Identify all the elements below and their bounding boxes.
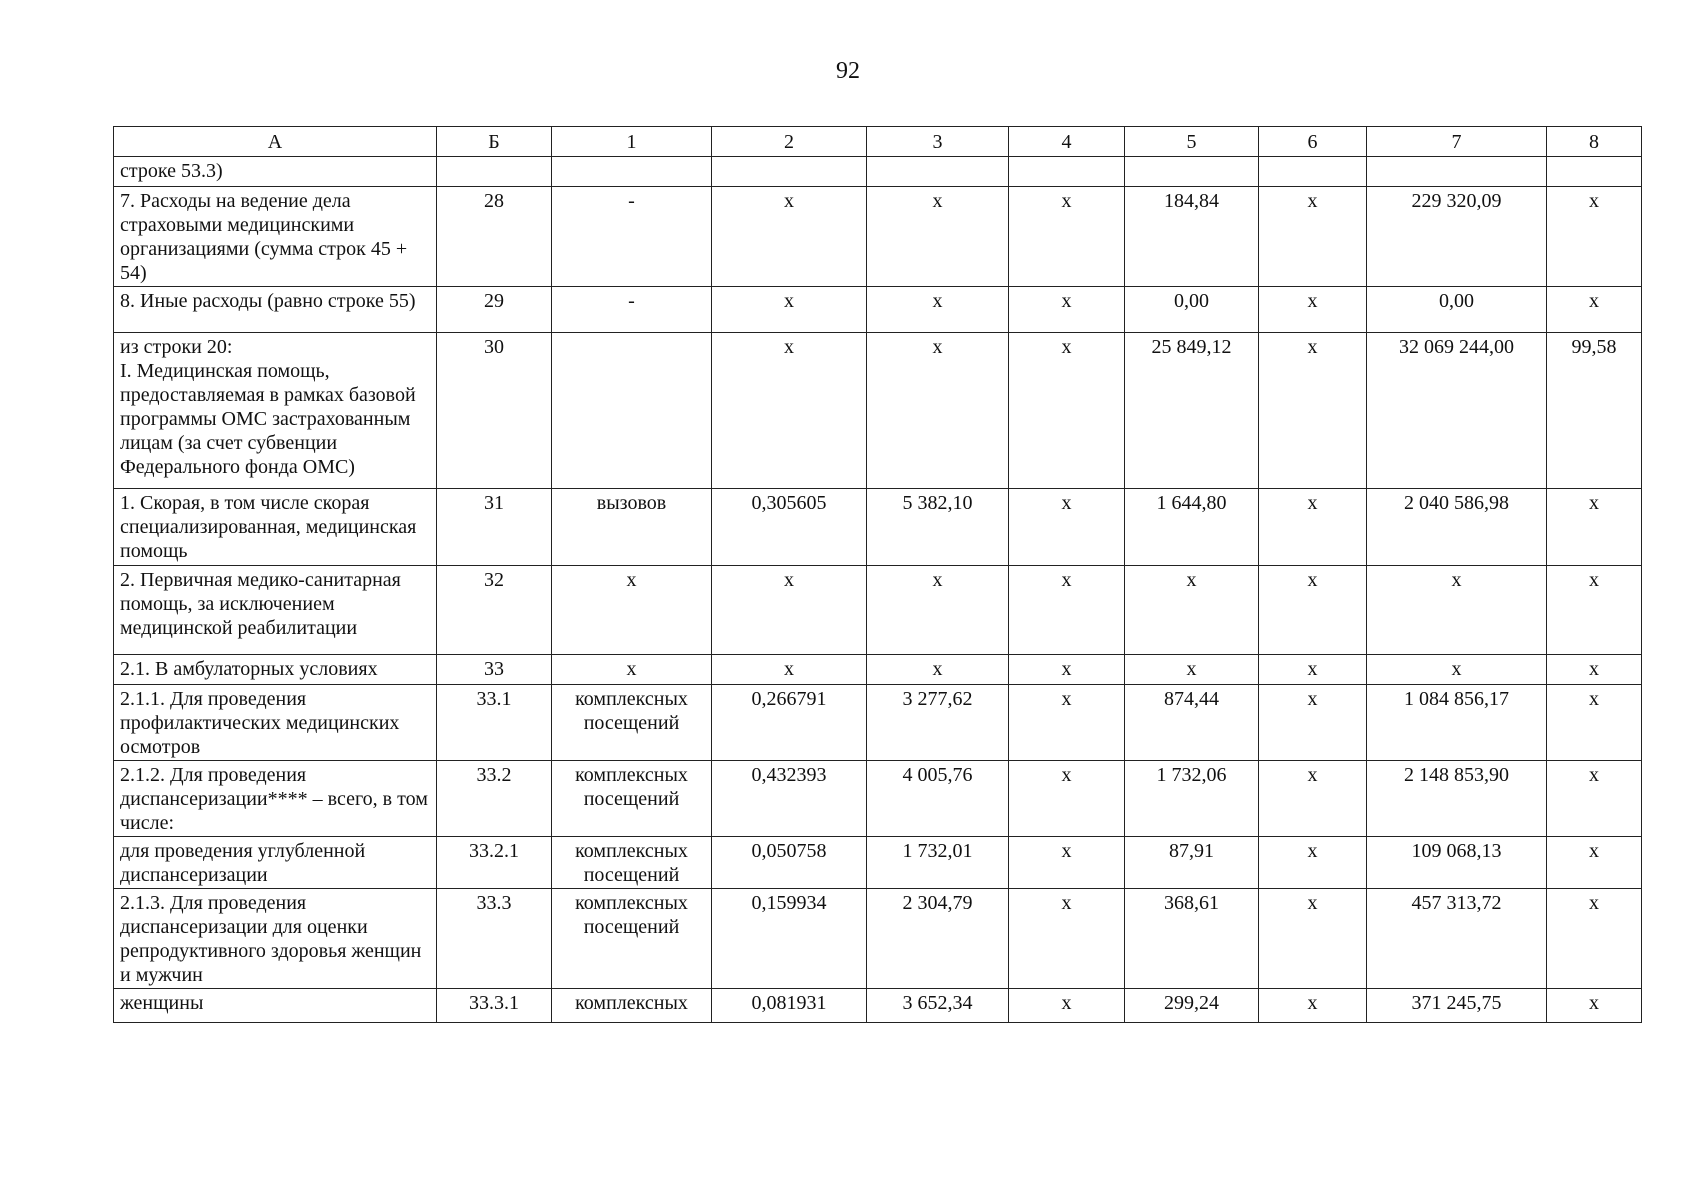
table-cell: 33.2.1 bbox=[437, 837, 552, 889]
table-cell: х bbox=[1259, 333, 1367, 489]
table-cell: х bbox=[1547, 889, 1642, 989]
row-label-cell: 2.1.3. Для проведения диспансеризации для оценки репродуктивного здоровья женщин и мужчин bbox=[114, 889, 437, 989]
table-cell: х bbox=[867, 566, 1009, 655]
table-row bbox=[114, 761, 1642, 837]
header-cell: 8 bbox=[1547, 127, 1642, 157]
table-cell: 229 320,09 bbox=[1367, 187, 1547, 287]
table-cell: 0,432393 bbox=[712, 761, 867, 837]
table-cell bbox=[712, 157, 867, 187]
row-label-cell: из строки 20: I. Медицинская помощь, предоставляемая в рамках базовой программы ОМС застрахованным лицам (за счет субвенции Федерального фонда ОМС) bbox=[114, 333, 437, 489]
table-row bbox=[114, 287, 1642, 333]
table-cell: 29 bbox=[437, 287, 552, 333]
row-label-cell: женщины bbox=[114, 989, 437, 1023]
table-cell bbox=[1125, 157, 1259, 187]
table-cell: 25 849,12 bbox=[1125, 333, 1259, 489]
table-cell: - bbox=[552, 287, 712, 333]
table-cell: 33.3 bbox=[437, 889, 552, 989]
table-cell: х bbox=[1367, 655, 1547, 685]
table-cell: 0,081931 bbox=[712, 989, 867, 1023]
table-cell: 28 bbox=[437, 187, 552, 287]
header-cell: Б bbox=[437, 127, 552, 157]
table-cell: 5 382,10 bbox=[867, 489, 1009, 566]
table-cell: 109 068,13 bbox=[1367, 837, 1547, 889]
table-cell: 30 bbox=[437, 333, 552, 489]
table-cell: х bbox=[1125, 566, 1259, 655]
table-cell: х bbox=[1009, 889, 1125, 989]
table-row bbox=[114, 889, 1642, 989]
table-cell: 184,84 bbox=[1125, 187, 1259, 287]
table-cell: х bbox=[712, 287, 867, 333]
table-cell bbox=[1009, 157, 1125, 187]
header-cell: 5 bbox=[1125, 127, 1259, 157]
table-row bbox=[114, 333, 1642, 489]
table-cell: 0,00 bbox=[1367, 287, 1547, 333]
table-cell bbox=[1367, 157, 1547, 187]
table-cell: комплексных посещений bbox=[552, 889, 712, 989]
table-cell: 1 732,01 bbox=[867, 837, 1009, 889]
table-cell: 1 732,06 bbox=[1125, 761, 1259, 837]
table-cell: 1 084 856,17 bbox=[1367, 685, 1547, 761]
table-cell: х bbox=[1547, 761, 1642, 837]
table-cell: 2 304,79 bbox=[867, 889, 1009, 989]
table-cell: комплексных посещений bbox=[552, 761, 712, 837]
table-cell: 0,00 bbox=[1125, 287, 1259, 333]
table-cell: х bbox=[712, 566, 867, 655]
header-cell: 4 bbox=[1009, 127, 1125, 157]
header-cell: 3 bbox=[867, 127, 1009, 157]
row-label-cell: строке 53.3) bbox=[114, 157, 437, 187]
table-cell: х bbox=[1009, 566, 1125, 655]
row-label-cell: 2.1.1. Для проведения профилактических медицинских осмотров bbox=[114, 685, 437, 761]
table-cell: 3 652,34 bbox=[867, 989, 1009, 1023]
table-row bbox=[114, 989, 1642, 1023]
table-cell: х bbox=[1009, 489, 1125, 566]
table-cell: 33.2 bbox=[437, 761, 552, 837]
table-cell: х bbox=[1259, 889, 1367, 989]
table-cell bbox=[552, 157, 712, 187]
table-cell: 99,58 bbox=[1547, 333, 1642, 489]
table-cell: 0,050758 bbox=[712, 837, 867, 889]
table-cell: х bbox=[1009, 685, 1125, 761]
table-cell: 0,159934 bbox=[712, 889, 867, 989]
table-row bbox=[114, 157, 1642, 187]
table-cell: х bbox=[552, 655, 712, 685]
table-cell bbox=[552, 333, 712, 489]
table-row bbox=[114, 489, 1642, 566]
table-cell: х bbox=[1259, 489, 1367, 566]
header-cell: А bbox=[114, 127, 437, 157]
row-label-cell: для проведения углубленной диспансеризации bbox=[114, 837, 437, 889]
table-cell: 3 277,62 bbox=[867, 685, 1009, 761]
table-cell: х bbox=[867, 333, 1009, 489]
table-cell: х bbox=[1547, 489, 1642, 566]
table-cell: 32 069 244,00 bbox=[1367, 333, 1547, 489]
table-cell: 457 313,72 bbox=[1367, 889, 1547, 989]
table-cell: 368,61 bbox=[1125, 889, 1259, 989]
table-cell: х bbox=[1547, 989, 1642, 1023]
table-cell: х bbox=[867, 287, 1009, 333]
table-cell: 299,24 bbox=[1125, 989, 1259, 1023]
table-cell: комплексных посещений bbox=[552, 837, 712, 889]
table-cell: 0,305605 bbox=[712, 489, 867, 566]
table-cell: 4 005,76 bbox=[867, 761, 1009, 837]
table-cell: - bbox=[552, 187, 712, 287]
table-cell: комплексных посещений bbox=[552, 685, 712, 761]
page-number: 92 bbox=[836, 58, 860, 84]
table-cell: 371 245,75 bbox=[1367, 989, 1547, 1023]
table-cell: х bbox=[867, 187, 1009, 287]
table-cell: х bbox=[1547, 837, 1642, 889]
table-cell: х bbox=[1259, 566, 1367, 655]
table-cell: х bbox=[1009, 989, 1125, 1023]
table-cell: 33 bbox=[437, 655, 552, 685]
row-label-cell: 7. Расходы на ведение дела страховыми медицинскими организациями (сумма строк 45 + 54) bbox=[114, 187, 437, 287]
header-cell: 6 bbox=[1259, 127, 1367, 157]
table-cell: вызовов bbox=[552, 489, 712, 566]
table-cell: 2 040 586,98 bbox=[1367, 489, 1547, 566]
data-table bbox=[113, 126, 1642, 1023]
table-cell: х bbox=[1009, 187, 1125, 287]
row-label-cell: 2.1.2. Для проведения диспансеризации**** – всего, в том числе: bbox=[114, 761, 437, 837]
table-cell: х bbox=[1259, 287, 1367, 333]
table-cell: 33.3.1 bbox=[437, 989, 552, 1023]
table-row bbox=[114, 685, 1642, 761]
table-cell: х bbox=[1367, 566, 1547, 655]
table-cell: х bbox=[1259, 837, 1367, 889]
table-cell: 33.1 bbox=[437, 685, 552, 761]
table-cell: х bbox=[712, 187, 867, 287]
table-cell bbox=[867, 157, 1009, 187]
table-cell: 87,91 bbox=[1125, 837, 1259, 889]
table-cell: х bbox=[712, 655, 867, 685]
header-cell: 1 bbox=[552, 127, 712, 157]
table-row bbox=[114, 655, 1642, 685]
table-cell: х bbox=[1547, 287, 1642, 333]
row-label-cell: 1. Скорая, в том числе скорая специализированная, медицинская помощь bbox=[114, 489, 437, 566]
row-label-cell: 8. Иные расходы (равно строке 55) bbox=[114, 287, 437, 333]
table-cell: х bbox=[1259, 685, 1367, 761]
row-label-cell: 2.1. В амбулаторных условиях bbox=[114, 655, 437, 685]
table-cell: х bbox=[1547, 685, 1642, 761]
header-cell: 2 bbox=[712, 127, 867, 157]
table-cell: х bbox=[1547, 187, 1642, 287]
table-cell: х bbox=[1259, 187, 1367, 287]
table-cell: х bbox=[712, 333, 867, 489]
table-row bbox=[114, 187, 1642, 287]
table-cell: х bbox=[1125, 655, 1259, 685]
table-cell: 32 bbox=[437, 566, 552, 655]
table-cell: 0,266791 bbox=[712, 685, 867, 761]
table-cell: х bbox=[867, 655, 1009, 685]
table-body bbox=[114, 157, 1642, 1023]
table-cell: х bbox=[1259, 989, 1367, 1023]
table-cell: х bbox=[1009, 837, 1125, 889]
table-cell: х bbox=[1547, 655, 1642, 685]
table-row bbox=[114, 566, 1642, 655]
table-cell: комплексных bbox=[552, 989, 712, 1023]
table-cell: х bbox=[1259, 655, 1367, 685]
table-cell: х bbox=[552, 566, 712, 655]
table-cell: х bbox=[1009, 333, 1125, 489]
table-cell: х bbox=[1009, 655, 1125, 685]
table-cell: 1 644,80 bbox=[1125, 489, 1259, 566]
table-cell: 2 148 853,90 bbox=[1367, 761, 1547, 837]
table-cell: 874,44 bbox=[1125, 685, 1259, 761]
table-cell: х bbox=[1009, 287, 1125, 333]
header-row bbox=[114, 127, 1642, 157]
table-cell bbox=[1547, 157, 1642, 187]
row-label-cell: 2. Первичная медико-санитарная помощь, за исключением медицинской реабилитации bbox=[114, 566, 437, 655]
table-cell bbox=[1259, 157, 1367, 187]
table-cell bbox=[437, 157, 552, 187]
header-cell: 7 bbox=[1367, 127, 1547, 157]
table-cell: х bbox=[1547, 566, 1642, 655]
table-cell: х bbox=[1009, 761, 1125, 837]
table-cell: 31 bbox=[437, 489, 552, 566]
table-row bbox=[114, 837, 1642, 889]
table-cell: х bbox=[1259, 761, 1367, 837]
